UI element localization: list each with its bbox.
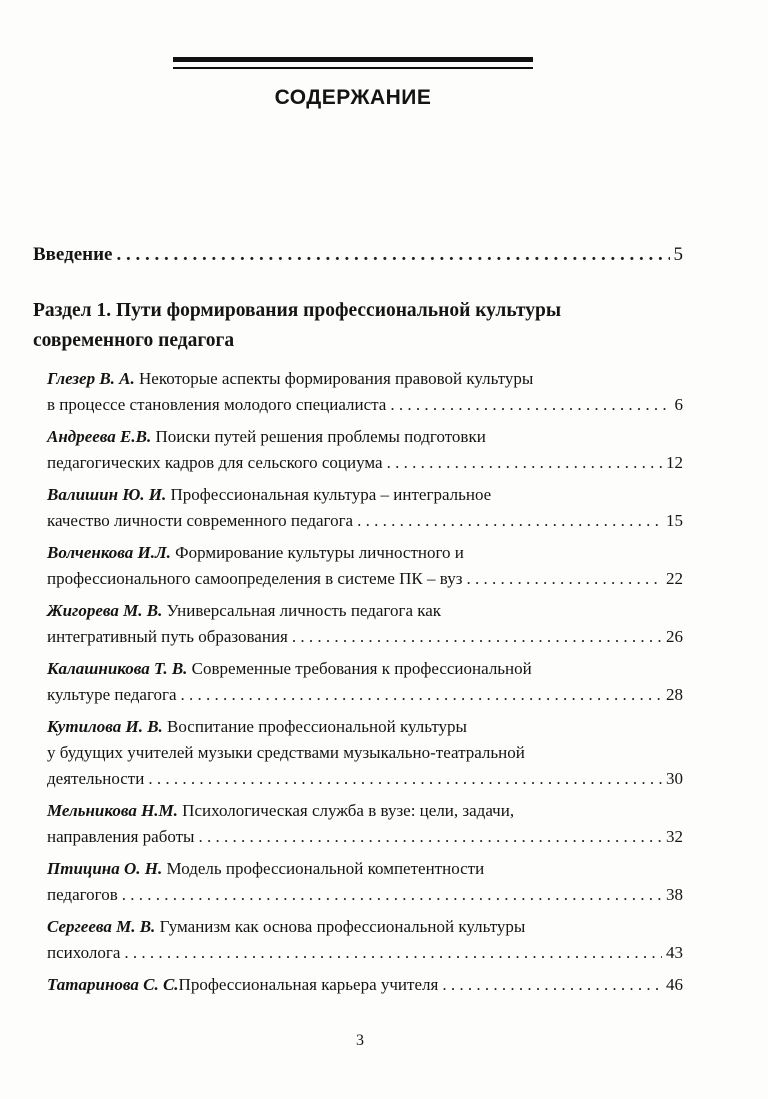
- toc-entry: [47, 424, 683, 476]
- entry-title-line: профессионального самоопределения в системе ПК – вуз: [47, 569, 463, 588]
- toc-entry: [47, 540, 683, 592]
- entry-title-line: педагогических кадров для сельского социума: [47, 453, 383, 472]
- dot-leader: [466, 566, 662, 592]
- entry-title-line: психолога: [47, 943, 121, 962]
- entry-page: 46: [666, 975, 683, 994]
- toc-entry: [47, 598, 683, 650]
- entry-author: Калашникова Т. В.: [47, 659, 188, 678]
- entry-author: Валишин Ю. И.: [47, 485, 167, 504]
- entry-title-line: у будущих учителей музыки средствами музыкально-театральной: [47, 743, 525, 762]
- toc-entry: [47, 656, 683, 708]
- dot-leader: [148, 766, 662, 792]
- entry-title-line: Профессиональная культура – интегральное: [166, 485, 492, 504]
- toc-entry: [47, 856, 683, 908]
- entry-title-line: Психологическая служба в вузе: цели, задачи,: [177, 801, 515, 820]
- entry-author: Сергеева М. В.: [47, 917, 156, 936]
- dot-leader: [198, 824, 662, 850]
- entry-title-line: педагогов: [47, 885, 118, 904]
- toc-entry: [47, 714, 683, 792]
- toc-entry: [47, 798, 683, 850]
- entry-title-line: качество личности современного педагога: [47, 511, 354, 530]
- entry-title-line: Профессиональная карьера учителя: [178, 975, 439, 994]
- entry-title-line: интегративный путь образования: [47, 627, 288, 646]
- entry-title-line: Современные требования к профессиональной: [187, 659, 532, 678]
- dot-leader: [181, 682, 662, 708]
- toc-intro-page: 5: [673, 244, 683, 265]
- entry-title-line: Некоторые аспекты формирования правовой культуры: [134, 369, 534, 388]
- entry-author: Волченкова И.Л.: [47, 543, 171, 562]
- entry-title-line: направления работы: [47, 827, 195, 846]
- entry-title-line: Модель профессиональной компетентности: [162, 859, 485, 878]
- dot-leader: [122, 882, 662, 908]
- entry-title-line: Поиски путей решения проблемы подготовки: [151, 427, 486, 446]
- entry-page: 15: [666, 511, 683, 530]
- section-title: [33, 296, 683, 356]
- header-rule-thin: [173, 67, 533, 69]
- dot-leader: [390, 392, 670, 418]
- entry-title-line: Воспитание профессиональной культуры: [162, 717, 467, 736]
- entry-page: 26: [666, 627, 683, 646]
- entry-title-line: Формирование культуры личностного и: [170, 543, 464, 562]
- section-title-line1: Раздел 1. Пути формирования профессиональной культуры: [33, 300, 562, 321]
- toc-entry: [47, 366, 683, 418]
- entry-author: Птицина О. Н.: [47, 859, 163, 878]
- page-number: 3: [356, 1032, 364, 1049]
- toc-entry: [47, 972, 683, 998]
- entry-title-line: Универсальная личность педагога как: [162, 601, 442, 620]
- dot-leader: [387, 450, 662, 476]
- entry-author: Мельникова Н.М.: [47, 801, 178, 820]
- entry-author: Андреева Е.В.: [47, 427, 152, 446]
- toc-entry: [47, 914, 683, 966]
- toc-entry: [47, 482, 683, 534]
- toc-entries: [33, 366, 683, 998]
- entry-page: 38: [666, 885, 683, 904]
- entry-page: 12: [666, 453, 683, 472]
- entry-author: Глезер В. А.: [47, 369, 135, 388]
- entry-title-line: деятельности: [47, 769, 145, 788]
- entry-page: 28: [666, 685, 683, 704]
- dot-leader: [442, 972, 662, 998]
- dot-leader: [124, 940, 662, 966]
- entry-page: 6: [674, 395, 683, 414]
- table-of-contents: [33, 244, 683, 998]
- entry-author: Татаринова С. С.: [47, 975, 179, 994]
- section-title-line2: современного педагога: [33, 330, 235, 351]
- entry-title-line: в процессе становления молодого специалиста: [47, 395, 387, 414]
- entry-title-line: Гуманизм как основа профессиональной культуры: [155, 917, 526, 936]
- entry-page: 32: [666, 827, 683, 846]
- toc-intro-label: Введение: [33, 244, 113, 265]
- dot-leader: [292, 624, 662, 650]
- dot-leader: [117, 244, 670, 266]
- dot-leader: [357, 508, 662, 534]
- toc-intro: [33, 244, 683, 266]
- header-rule-thick: [173, 57, 533, 62]
- entry-page: 43: [666, 943, 683, 962]
- entry-author: Кутилова И. В.: [47, 717, 163, 736]
- entry-author: Жигорева М. В.: [47, 601, 163, 620]
- page-heading: СОДЕРЖАНИЕ: [274, 86, 432, 109]
- entry-title-line: культуре педагога: [47, 685, 177, 704]
- entry-page: 22: [666, 569, 683, 588]
- entry-page: 30: [666, 769, 683, 788]
